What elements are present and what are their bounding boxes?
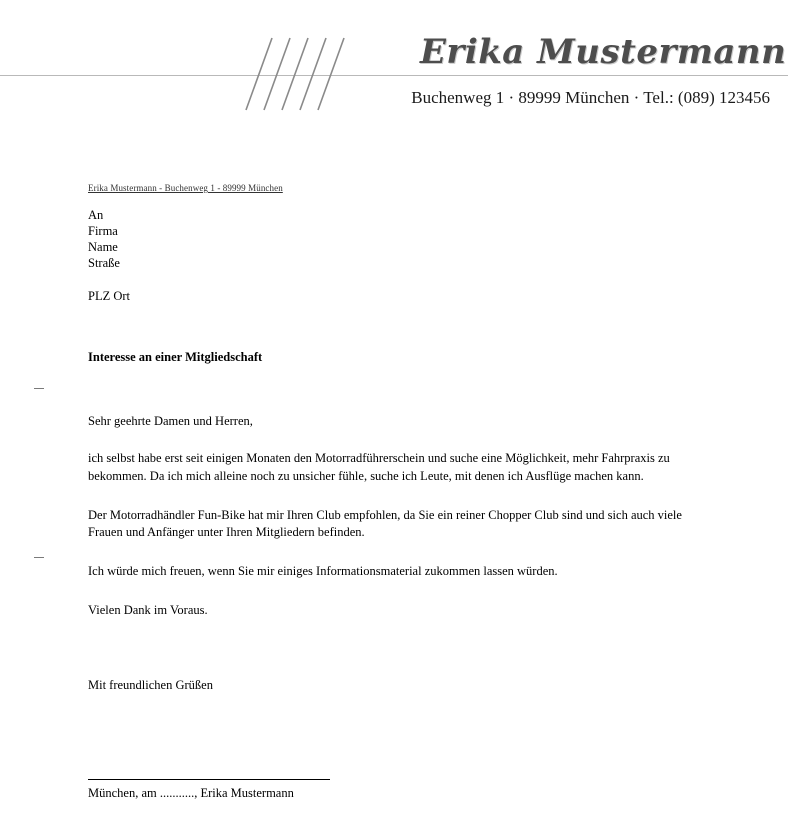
signature-caption: München, am ..........., Erika Mustermann [88, 786, 294, 801]
header-divider [0, 75, 788, 76]
letterhead-name: Erika Mustermann [420, 32, 787, 72]
letterhead [0, 0, 788, 120]
recipient-line-1: An [88, 207, 104, 222]
fold-mark-lower [34, 557, 44, 558]
letter-subject: Interesse an einer Mitgliedschaft [88, 349, 263, 364]
recipient-line-4: Straße [88, 255, 120, 270]
signature-block [88, 779, 708, 802]
letter-paragraph: Ich würde mich freuen, wenn Sie mir einiges Informationsmaterial zukommen lassen würden. [88, 564, 558, 579]
return-address-line: Erika Mustermann - Buchenweg 1 - 89999 München [88, 183, 283, 193]
recipient-line-2: Firma [88, 223, 118, 238]
recipient-city-line: PLZ Ort [88, 288, 131, 303]
letter-paragraph: Der Motorradhändler Fun-Bike hat mir Ihren Club empfohlen, da Sie ein reiner Chopper Club sind und sich auch viele Frauen und Anfänger unter Ihren Mitgliedern befinden. [88, 507, 682, 540]
letter-paragraph: Vielen Dank im Voraus. [88, 602, 208, 617]
letter-body [88, 183, 708, 802]
recipient-address-block [88, 207, 708, 304]
signature-rule [88, 779, 330, 780]
letterhead-contact: Buchenweg 1 · 89999 München · Tel.: (089) 123456 [411, 88, 770, 107]
recipient-line-3: Name [88, 239, 118, 254]
letter-closing: Mit freundlichen Grüßen [88, 677, 213, 692]
letter-salutation: Sehr geehrte Damen und Herren, [88, 413, 253, 428]
letter-paragraph: ich selbst habe erst seit einigen Monaten den Motorradführerschein und suche eine Möglichkeit, mehr Fahrpraxis zu bekommen. Da ich mich alleine noch zu unsicher fühle, suche ich Leute, mit denen ich Ausflüge machen kann. [88, 451, 670, 483]
fold-mark-upper [34, 388, 44, 389]
